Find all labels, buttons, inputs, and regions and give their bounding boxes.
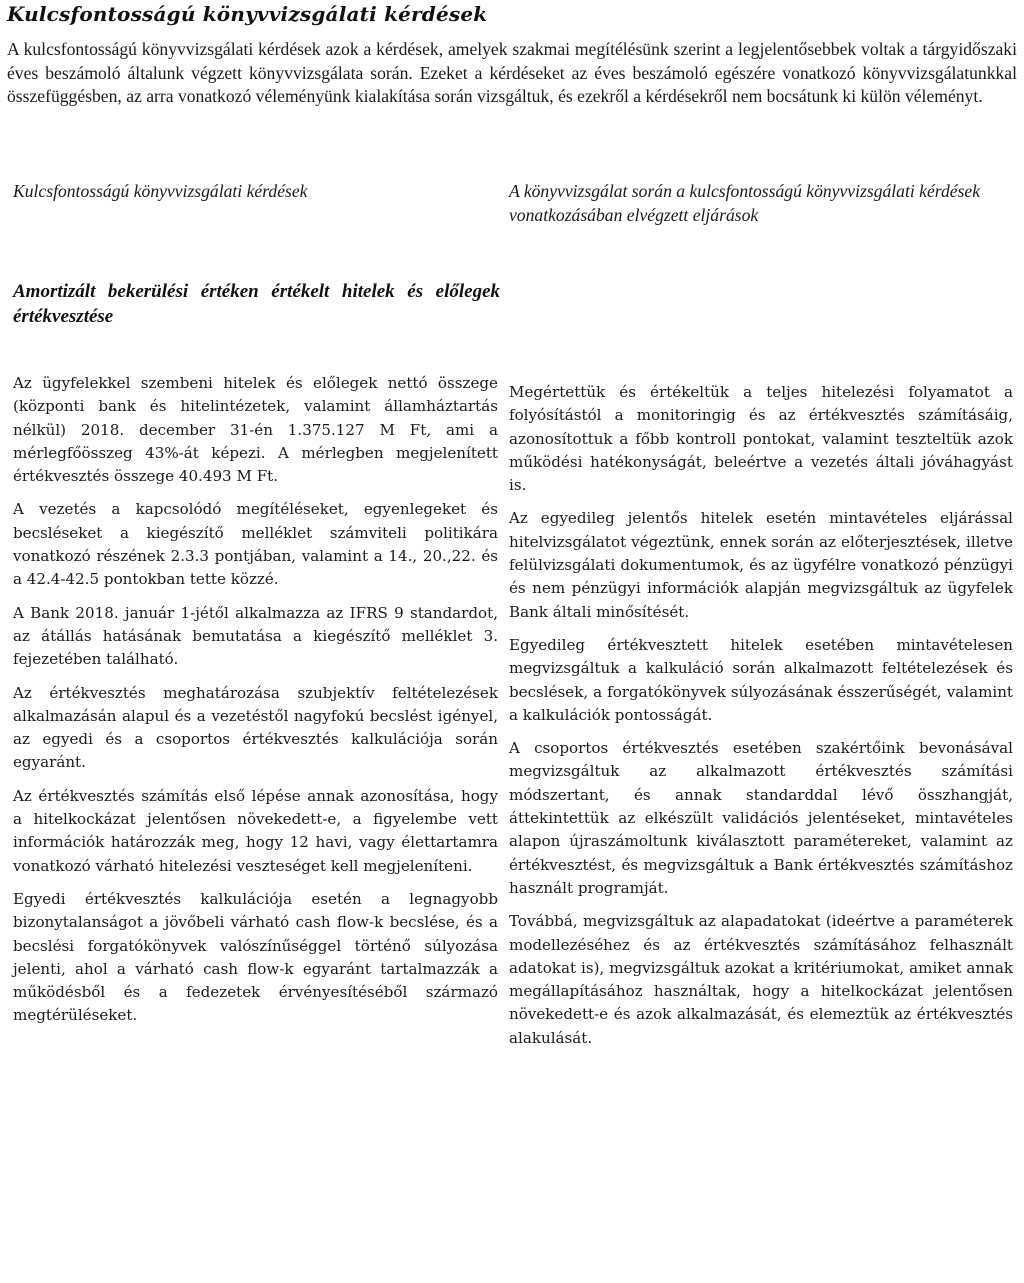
right-column-header: A könyvvizsgálat során a kulcsfontosságú könyvvizsgálati kérdések vonatkozásában elvégzett eljárások [509,181,981,225]
topic-title: Amortizált bekerülési értéken értékelt hitelek és előlegek értékvesztése [13,281,500,327]
left-paragraph: Az értékvesztés meghatározása szubjektív feltételezések alkalmazásán alapul és a vezetéstől nagyfokú becslést igényel, az egyedi és a csoportos értékvesztés kalkulációja során egyaránt. [13,683,498,772]
right-column [509,381,1013,1060]
section-title: Kulcsfontosságú könyvvizsgálati kérdések [7,2,488,26]
right-paragraph: Az egyedileg jelentős hitelek esetén mintavételes eljárással hitelvizsgálatot végeztünk, ennek során az előterjesztések, illetve felülvizsgálati dokumentumok, és az ügyfélre vonatkozó pénzügyi és nem pénzügyi információk alapján megvizsgáltuk az ügyfelek Bank általi minősítését. [509,509,1013,621]
left-paragraph: Az ügyfelekkel szembeni hitelek és előlegek nettó összege (központi bank és hitelintézetek, valamint államháztartás nélkül) 2018. december 31-én 1.375.127 M Ft, ami a mérlegfőösszeg 43%-át képezi. A mérlegben megjelenített értékvesztés összege 40.493 M Ft. [13,374,498,486]
left-paragraph: A Bank 2018. január 1-jétől alkalmazza az IFRS 9 standardot, az átállás hatásának bemutatása a kiegészítő melléklet 3. fejezetében található. [13,603,498,669]
left-column-header: Kulcsfontosságú könyvvizsgálati kérdések [13,181,308,201]
left-paragraph: A vezetés a kapcsolódó megítéléseket, egyenlegeket és becsléseket a kiegészítő melléklet számviteli politikára vonatkozó részének 2.3.3 pontjában, valamint a 14., 20.,22. és a 42.4-42.5 pontokban tette közzé. [13,500,498,589]
left-paragraph: Az értékvesztés számítás első lépése annak azonosítása, hogy a hitelkockázat jelentősen növekedett-e, a figyelembe vett információk határozzák meg, hogy 12 havi, vagy élettartamra vonatkozó várható hitelezési veszteséget kell megjeleníteni. [13,786,498,875]
left-column [13,372,498,1038]
right-paragraph: Egyedileg értékvesztett hitelek esetében mintavételesen megvizsgáltuk a kalkuláció során alkalmazott feltételezések és becslések, a forgatókönyvek súlyozásának ésszerűségét, valamint a kalkulációk pontosságát. [509,635,1013,724]
intro-paragraph: A kulcsfontosságú könyvvizsgálati kérdések azok a kérdések, amelyek szakmai megítélésünk szerint a legjelentősebbek voltak a tárgyidőszaki éves beszámoló általunk végzett könyvvizsgálata során. Ezeket a kérdéseket az éves beszámoló egészére vonatkozó könyvvizsgálatunkkal összefüggésben, az arra vonatkozó véleményünk kialakítása során vizsgáltuk, és ezekről a kérdésekről nem bocsátunk ki külön véleményt. [7,39,1017,106]
right-paragraph: A csoportos értékvesztés esetében szakértőink bevonásával megvizsgáltuk az alkalmazott értékvesztés számítási módszertant, és annak standarddal lévő összhangját, áttekintettük az elkészült validációs jelentéseket, mintavételes alapon újraszámoltunk kiválasztott paramétereket, valamint az értékvesztést, és megvizsgáltuk a Bank értékvesztés számításhoz használt programját. [509,739,1013,897]
right-paragraph: Megértettük és értékeltük a teljes hitelezési folyamatot a folyósítástól a monitoringig és az értékvesztés számításáig, azonosítottuk a főbb kontroll pontokat, valamint teszteltük azok működési hatékonyságát, beleértve a vezetés általi jóváhagyást is. [509,383,1013,495]
right-paragraph: Továbbá, megvizsgáltuk az alapadatokat (ideértve a paraméterek modellezéséhez és az értékvesztés számításához felhasznált adatokat is), megvizsgáltuk azokat a kritériumokat, amiket annak megállapításához használtak, hogy a hitelkockázat jelentősen növekedett-e és azok alkalmazását, és elemeztük az értékvesztés alakulását. [509,912,1013,1047]
left-paragraph: Egyedi értékvesztés kalkulációja esetén a legnagyobb bizonytalanságot a jövőbeli várható cash flow-k becslése, és a becslési forgatókönyvek valószínűséggel történő súlyozása jelenti, ahol a várható cash flow-k egyaránt tartalmazzák a működésből és a fedezetek érvényesítéséből származó megtérüléseket. [13,889,498,1025]
